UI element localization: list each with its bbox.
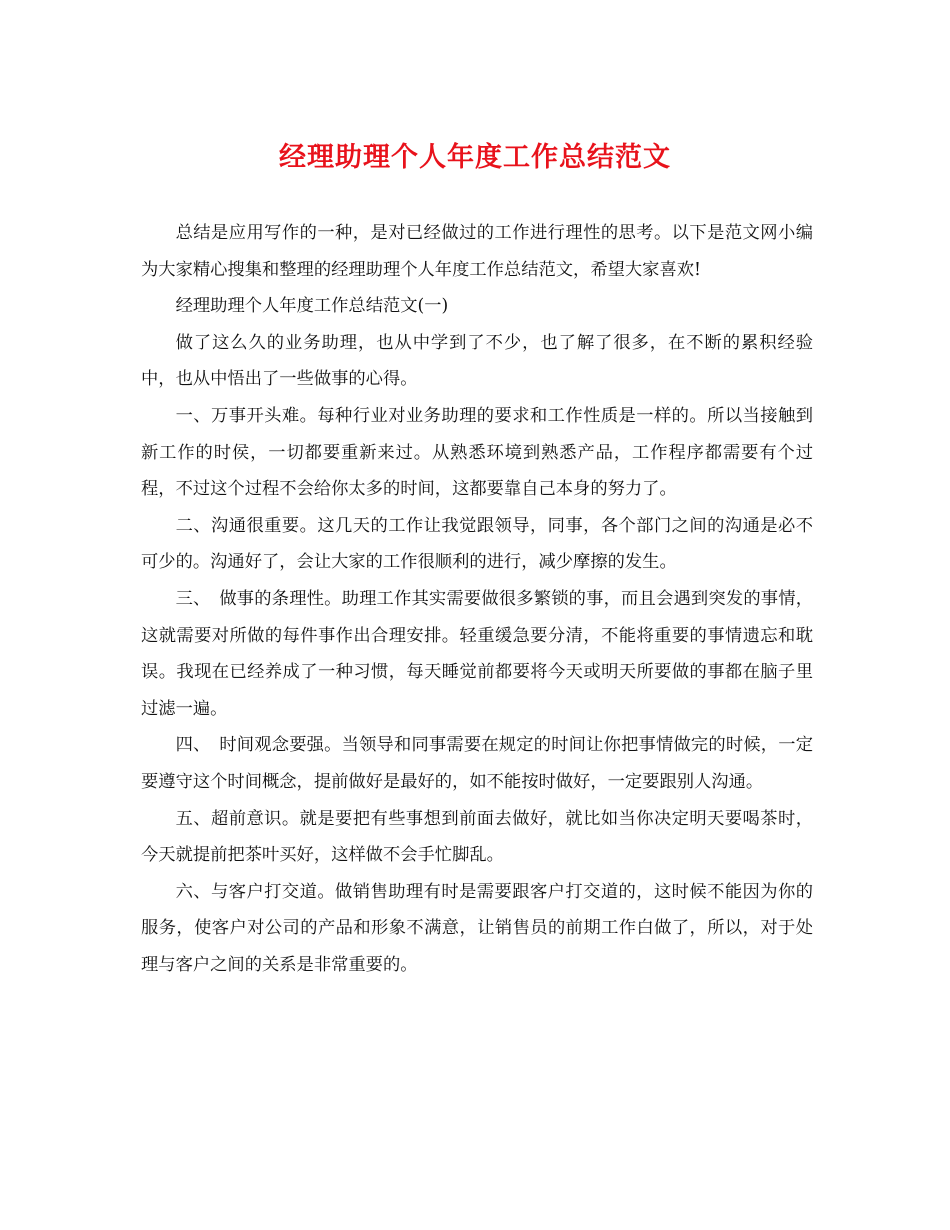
point-three-paragraph: 三、 做事的条理性。助理工作其实需要做很多繁锁的事，而且会遇到突发的事情，这就需要对所做的每件事作出合理安排。轻重缓急要分清，不能将重要的事情遗忘和耽误。我现在已经养成了一种习惯，每天睡觉前都要将今天或明天所要做的事都在脑子里过滤一遍。 xyxy=(141,588,813,719)
intro-paragraph: 总结是应用写作的一种，是对已经做过的工作进行理性的思考。以下是范文网小编为大家精心搜集和整理的经理助理个人年度工作总结范文，希望大家喜欢! xyxy=(141,223,813,280)
point-six-paragraph: 六、与客户打交道。做销售助理有时是需要跟客户打交道的，这时候不能因为你的服务，使客户对公司的产品和形象不满意，让销售员的前期工作白做了，所以，对于处理与客户之间的关系是非常重要的。 xyxy=(141,881,813,975)
body-paragraph: 做了这么久的业务助理，也从中学到了不少，也了解了很多，在不断的累积经验中，也从中悟出了一些做事的心得。 xyxy=(141,332,813,390)
point-one-paragraph: 一、万事开头难。每种行业对业务助理的要求和工作性质是一样的。所以当接触到新工作的时侯，一切都要重新来过。从熟悉环境到熟悉产品，工作程序都需要有个过程，不过这个过程不会给你太多的时间，这都要靠自己本身的努力了。 xyxy=(141,405,813,500)
document-title: 经理助理个人年度工作总结范文 xyxy=(279,142,671,173)
document-body xyxy=(141,215,813,983)
point-four-paragraph: 四、 时间观念要强。当领导和同事需要在规定的时间让你把事情做完的时候，一定要遵守这个时间概念，提前做好是最好的，如不能按时做好，一定要跟别人沟通。 xyxy=(141,735,813,792)
point-two-paragraph: 二、沟通很重要。这几天的工作让我觉跟领导，同事，各个部门之间的沟通是必不可少的。沟通好了，会让大家的工作很顺利的进行，减少摩擦的发生。 xyxy=(141,515,813,573)
section-heading: 经理助理个人年度工作总结范文(一) xyxy=(175,296,449,317)
point-five-paragraph: 五、超前意识。就是要把有些事想到前面去做好，就比如当你决定明天要喝茶时，今天就提前把茶叶买好，这样做不会手忙脚乱。 xyxy=(141,808,813,866)
